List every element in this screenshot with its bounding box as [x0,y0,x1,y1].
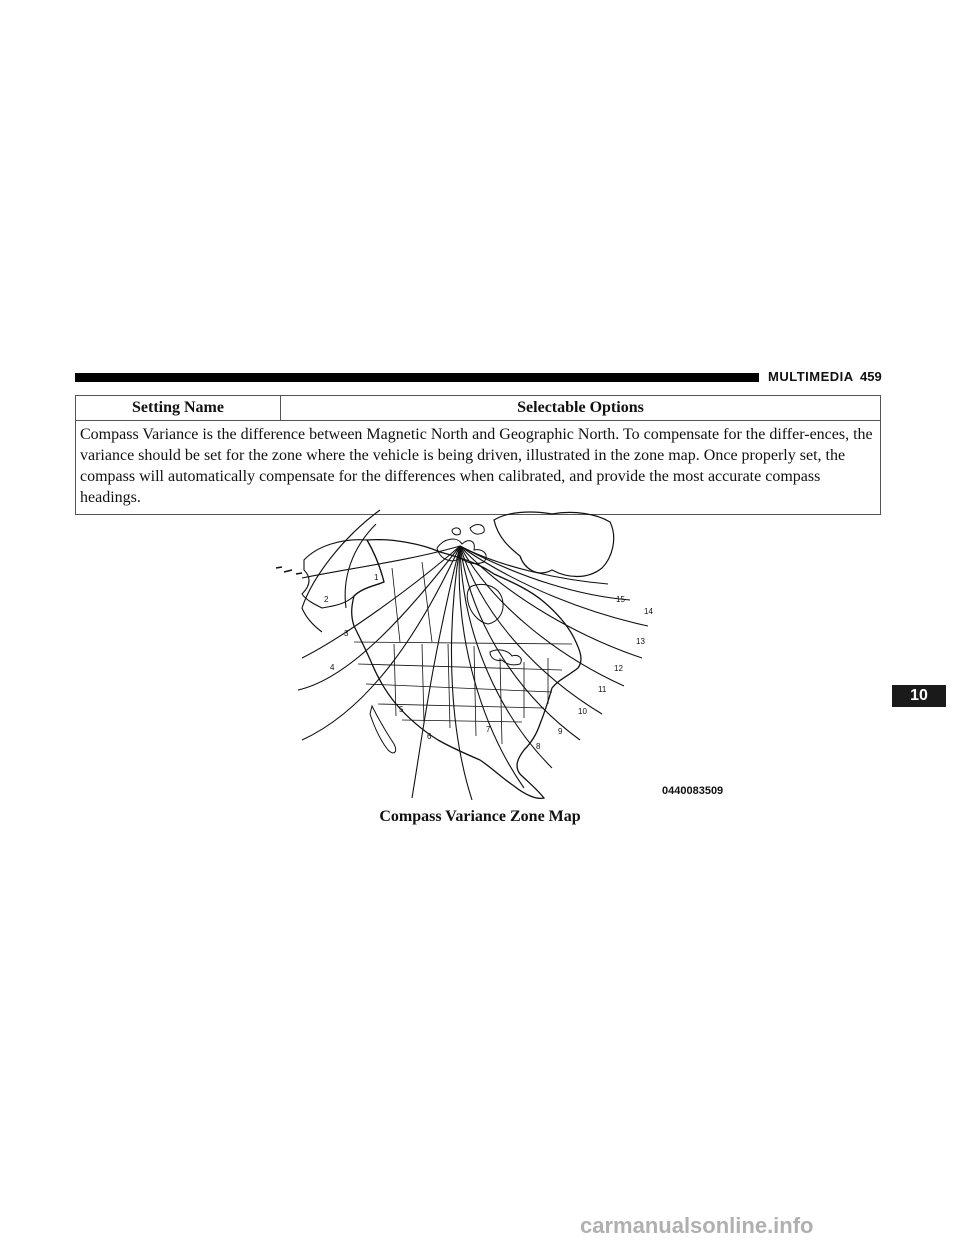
settings-table [75,395,881,515]
zone-label-10: 10 [578,707,587,716]
zone-label-3: 3 [344,629,349,638]
compass-variance-description: Compass Variance is the difference between Magnetic North and Geographic North. To compensate for the differ-ences, the variance should be set for the zone where the vehicle is being driven, illustrated in the zone map. Once properly set, the compass will automatically compensate for the differences when calibrated, and provide the most accurate compass headings. [76,421,881,515]
zone-label-12: 12 [614,664,623,673]
page-number: 459 [860,369,882,384]
zone-label-2: 2 [324,595,329,604]
zone-label-4: 4 [330,663,335,672]
zone-map-svg [262,508,762,806]
chapter-tab: 10 [892,685,946,707]
aleutian-islands [276,567,302,574]
table-row [76,421,881,515]
figure-code: 0440083509 [662,785,724,797]
zone-label-8: 8 [536,742,541,751]
state-borders [354,562,572,744]
zone-label-14: 14 [644,607,653,616]
column-header-setting-name: Setting Name [76,396,281,421]
zone-label-15: 15 [616,595,625,604]
zone-label-11: 11 [598,685,607,694]
header-rule [75,373,759,382]
section-title: MULTIMEDIA [768,369,854,384]
column-header-selectable-options: Selectable Options [281,396,881,421]
hudson-bay-outline [467,585,503,625]
zone-label-1: 1 [374,573,379,582]
zone-label-6: 6 [427,732,432,741]
zone-label-5: 5 [399,705,404,714]
compass-variance-zone-map [262,508,762,806]
watermark: carmanualsonline.info [580,1213,814,1238]
figure-caption: Compass Variance Zone Map [379,808,581,825]
zone-label-7: 7 [486,725,491,734]
zone-label-9: 9 [558,727,563,736]
table-header-row [76,396,881,421]
zone-label-13: 13 [636,637,645,646]
baja-outline [370,706,396,753]
